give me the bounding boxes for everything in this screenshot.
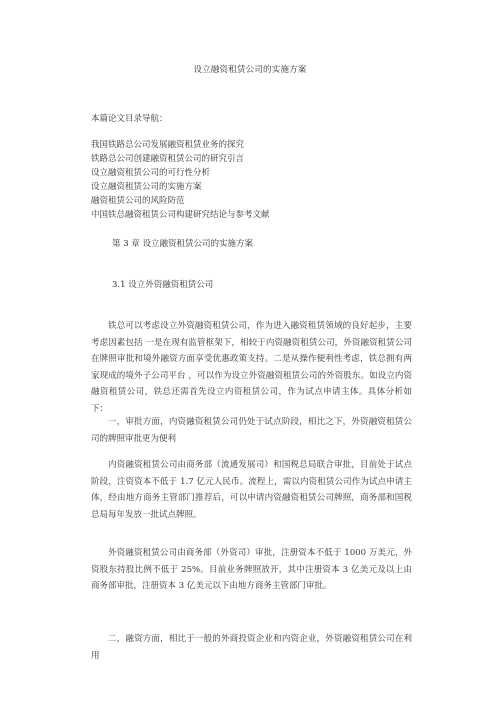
section-heading: 3.1 设立外资融资租赁公司	[112, 280, 214, 290]
toc-item[interactable]: 我国铁路总公司发展融资租赁业务的探究	[91, 140, 245, 150]
toc-heading: 本篇论文目录导航：	[91, 114, 168, 124]
toc-item[interactable]: 铁路总公司创建融资租赁公司的研究引言	[91, 154, 245, 164]
toc-list	[91, 138, 270, 222]
body-paragraph: 一，审批方面，内资融资租赁公司仍处于试点阶段，相比之下，外资融资租赁公司的牌照审批更为便利	[91, 417, 412, 444]
document-title: 设立融资租赁公司的实施方案	[193, 65, 307, 75]
chapter-heading: 第 3 章 设立融资租赁公司的实施方案	[112, 239, 254, 249]
body-paragraph: 二，融资方面，相比于一般的外商投资企业和内资企业，外资融资租赁公司在利用	[91, 634, 412, 661]
toc-item[interactable]: 设立融资租赁公司的实施方案	[91, 182, 202, 192]
toc-item[interactable]: 中国铁总融资租赁公司构建研究结论与参考文献	[91, 210, 270, 220]
body-paragraph: 铁总可以考虑设立外资融资租赁公司，作为进入融资租赁领域的良好起步，主要考虑因素包括 一是在现有监管框架下，相较于内资融资租赁公司，外资融资租赁公司在牌照审批和境外融资方面享受优惠政策支持。二是从操作便利性考虑，铁总拥有两家现成的境外子公司平台 ，可以作为设立外资融资租赁公司的外资股东。如设立内资融资租赁公司，铁总还需首先设立内资租赁公司，作为试点申请主体。具体分析如下：	[91, 321, 412, 414]
body-paragraph: 内资融资租赁公司由商务部（流通发展司）和国税总局联合审批，目前处于试点阶段，注资资本不低于 1.7 亿元人民币。流程上，需以内资租赁公司作为试点申请主体，经由地方商务主管部门推荐后，可以申请内资融资租赁公司牌照，商务部和国税总局每年发放一批试点牌照。	[91, 460, 412, 520]
body-paragraph: 外资融资租赁公司由商务部（外资司）审批，注册资本不低于 1000 万美元，外资股东持股比例不低于 25%。目前业务牌照放开，其中注册资本 3 亿美元及以上由商务部审批，注册资本 3 亿美元以下由地方商务主管部门审批。	[91, 548, 412, 591]
toc-item[interactable]: 融资租赁公司的风险防范	[91, 196, 185, 206]
toc-item[interactable]: 设立融资租赁公司的可行性分析	[91, 168, 211, 178]
